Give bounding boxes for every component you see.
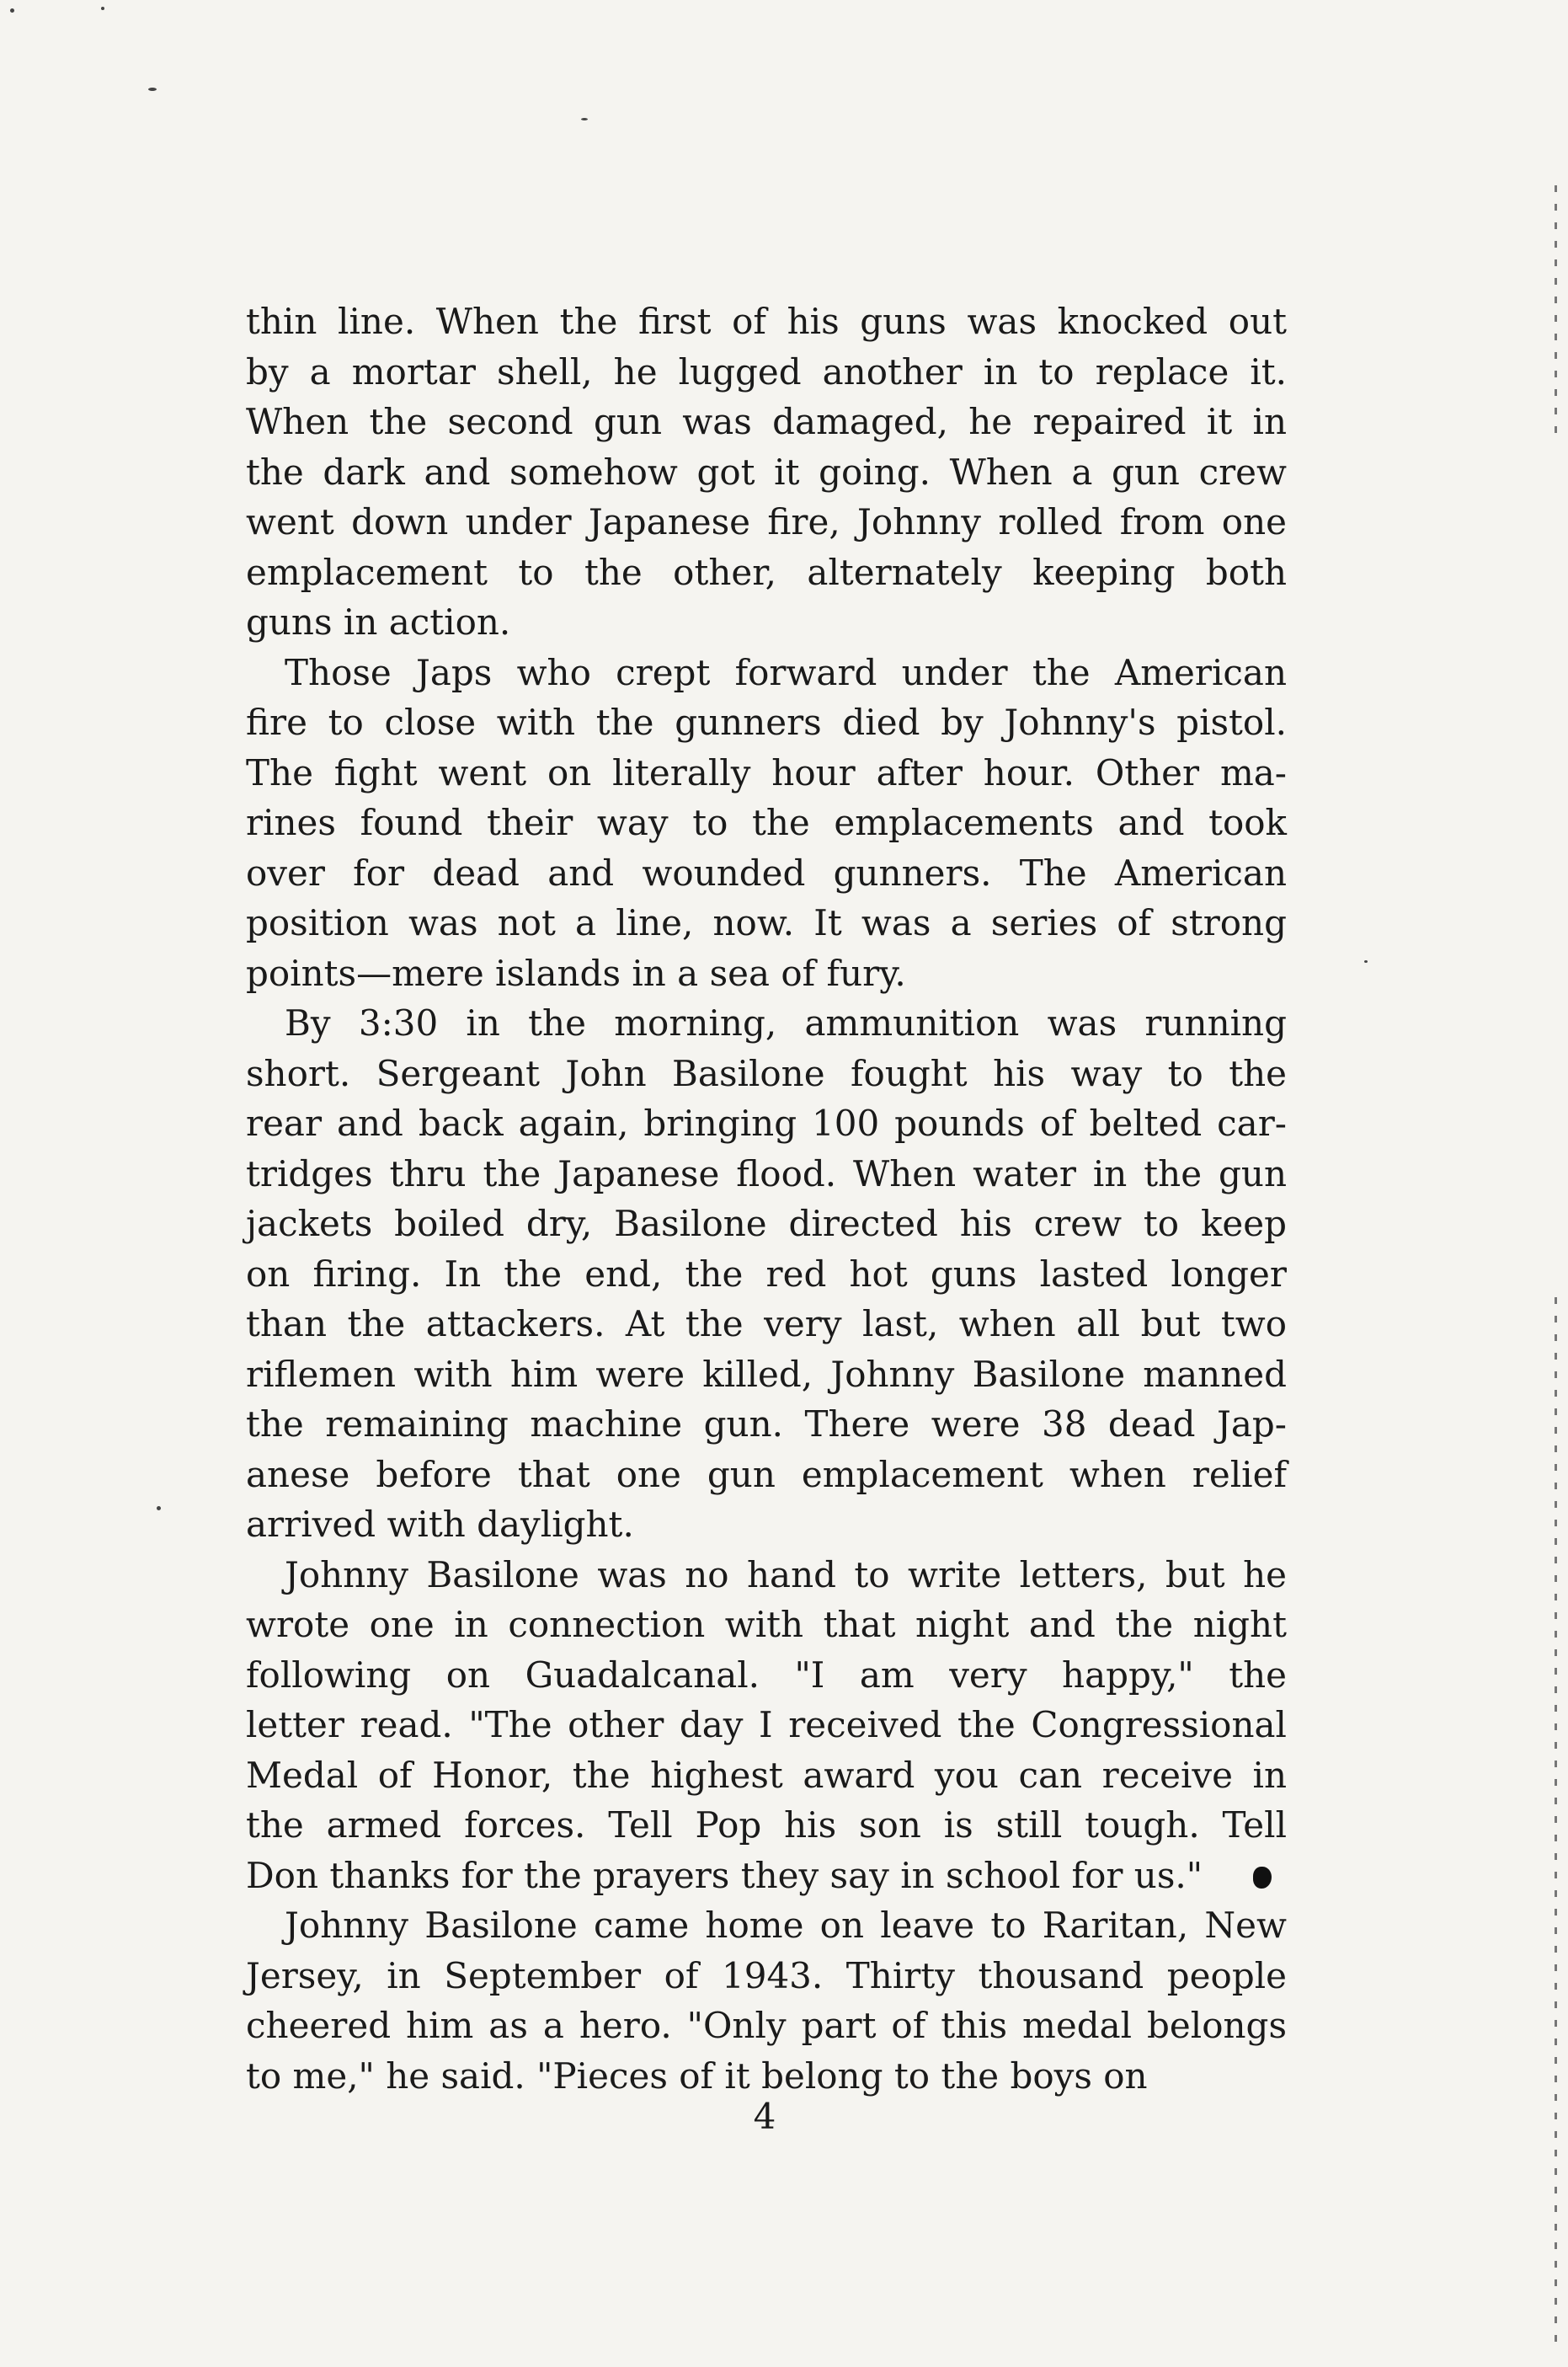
text-line: anese before that one gun emplacement when relief [246, 1453, 1287, 1495]
text-line: the remaining machine gun. There were 38 dead Jap- [246, 1403, 1287, 1445]
text-line: Johnny Basilone was no hand to write letters, but he [285, 1553, 1287, 1595]
scan-edge-marks [1555, 185, 1557, 438]
scan-speck [10, 8, 14, 13]
text-line: The fight went on literally hour after hour. Other ma- [246, 751, 1287, 793]
text-line: by a mortar shell, he lugged another in to replace it. [246, 350, 1287, 393]
text-line: thin line. When the first of his guns was knocked out [246, 301, 1287, 342]
text-line: fire to close with the gunners died by Johnny's pistol. [246, 702, 1287, 743]
text-line: the dark and somehow got it going. When a gun crew [246, 451, 1287, 493]
text-line: By 3:30 in the morning, ammunition was running [285, 1002, 1287, 1044]
text-line: Those Japs who crept forward under the American [285, 651, 1287, 693]
text-line: position was not a line, now. It was a series of strong [246, 902, 1287, 943]
body-text [246, 297, 1287, 2101]
text-line: short. Sergeant John Basilone fought his way to the [246, 1052, 1287, 1094]
text-line: points—mere islands in a sea of fury. [246, 952, 906, 994]
scan-edge-marks [1555, 1297, 1557, 2350]
text-line: Don thanks for the prayers they say in school for us." [246, 1854, 1203, 1896]
scan-speck [157, 1506, 161, 1510]
text-line: following on Guadalcanal. "I am very happy," the [246, 1654, 1287, 1696]
text-line: tridges thru the Japanese flood. When water in the gun [246, 1152, 1287, 1194]
text-line: letter read. "The other day I received the Congressional [246, 1704, 1287, 1745]
text-line: emplacement to the other, alternately keeping both [246, 551, 1287, 593]
text-line: Jersey, in September of 1943. Thirty thousand people [246, 1954, 1287, 1996]
text-line: cheered him as a hero. "Only part of this medal belongs [246, 2005, 1287, 2046]
scan-speck [581, 118, 588, 120]
text-line: jackets boiled dry, Basilone directed his crew to keep [246, 1203, 1287, 1244]
paragraph [246, 1550, 1287, 1901]
scan-speck [148, 88, 157, 91]
scan-speck [101, 7, 104, 10]
text-line: went down under Japanese fire, Johnny rolled from one [246, 501, 1287, 542]
paragraph [246, 998, 1287, 1550]
text-line: riflemen with him were killed, Johnny Basilone manned [246, 1353, 1287, 1395]
text-line: Johnny Basilone came home on leave to Raritan, New [285, 1905, 1287, 1946]
text-line: on firing. In the end, the red hot guns lasted longer [246, 1253, 1287, 1295]
text-line: Medal of Honor, the highest award you can receive in [246, 1754, 1287, 1796]
text-line: the armed forces. Tell Pop his son is still tough. Tell [246, 1804, 1287, 1846]
text-line: over for dead and wounded gunners. The American [246, 852, 1287, 894]
text-line: than the attackers. At the very last, when all but two [246, 1303, 1287, 1344]
paragraph [246, 1900, 1287, 2101]
paragraph [246, 297, 1287, 648]
page-number: 4 [753, 2096, 776, 2137]
text-line: arrived with daylight. [246, 1504, 634, 1545]
text-line: rines found their way to the emplacements and took [246, 802, 1287, 843]
scan-speck [1364, 960, 1368, 963]
text-line: to me," he said. "Pieces of it belong to the boys on [246, 2054, 1148, 2097]
text-line: guns in action. [246, 601, 511, 643]
text-line: When the second gun was damaged, he repaired it in [246, 401, 1287, 442]
text-line: rear and back again, bringing 100 pounds of belted car- [246, 1103, 1287, 1144]
text-line: wrote one in connection with that night and the night [246, 1604, 1287, 1645]
paragraph [246, 648, 1287, 999]
